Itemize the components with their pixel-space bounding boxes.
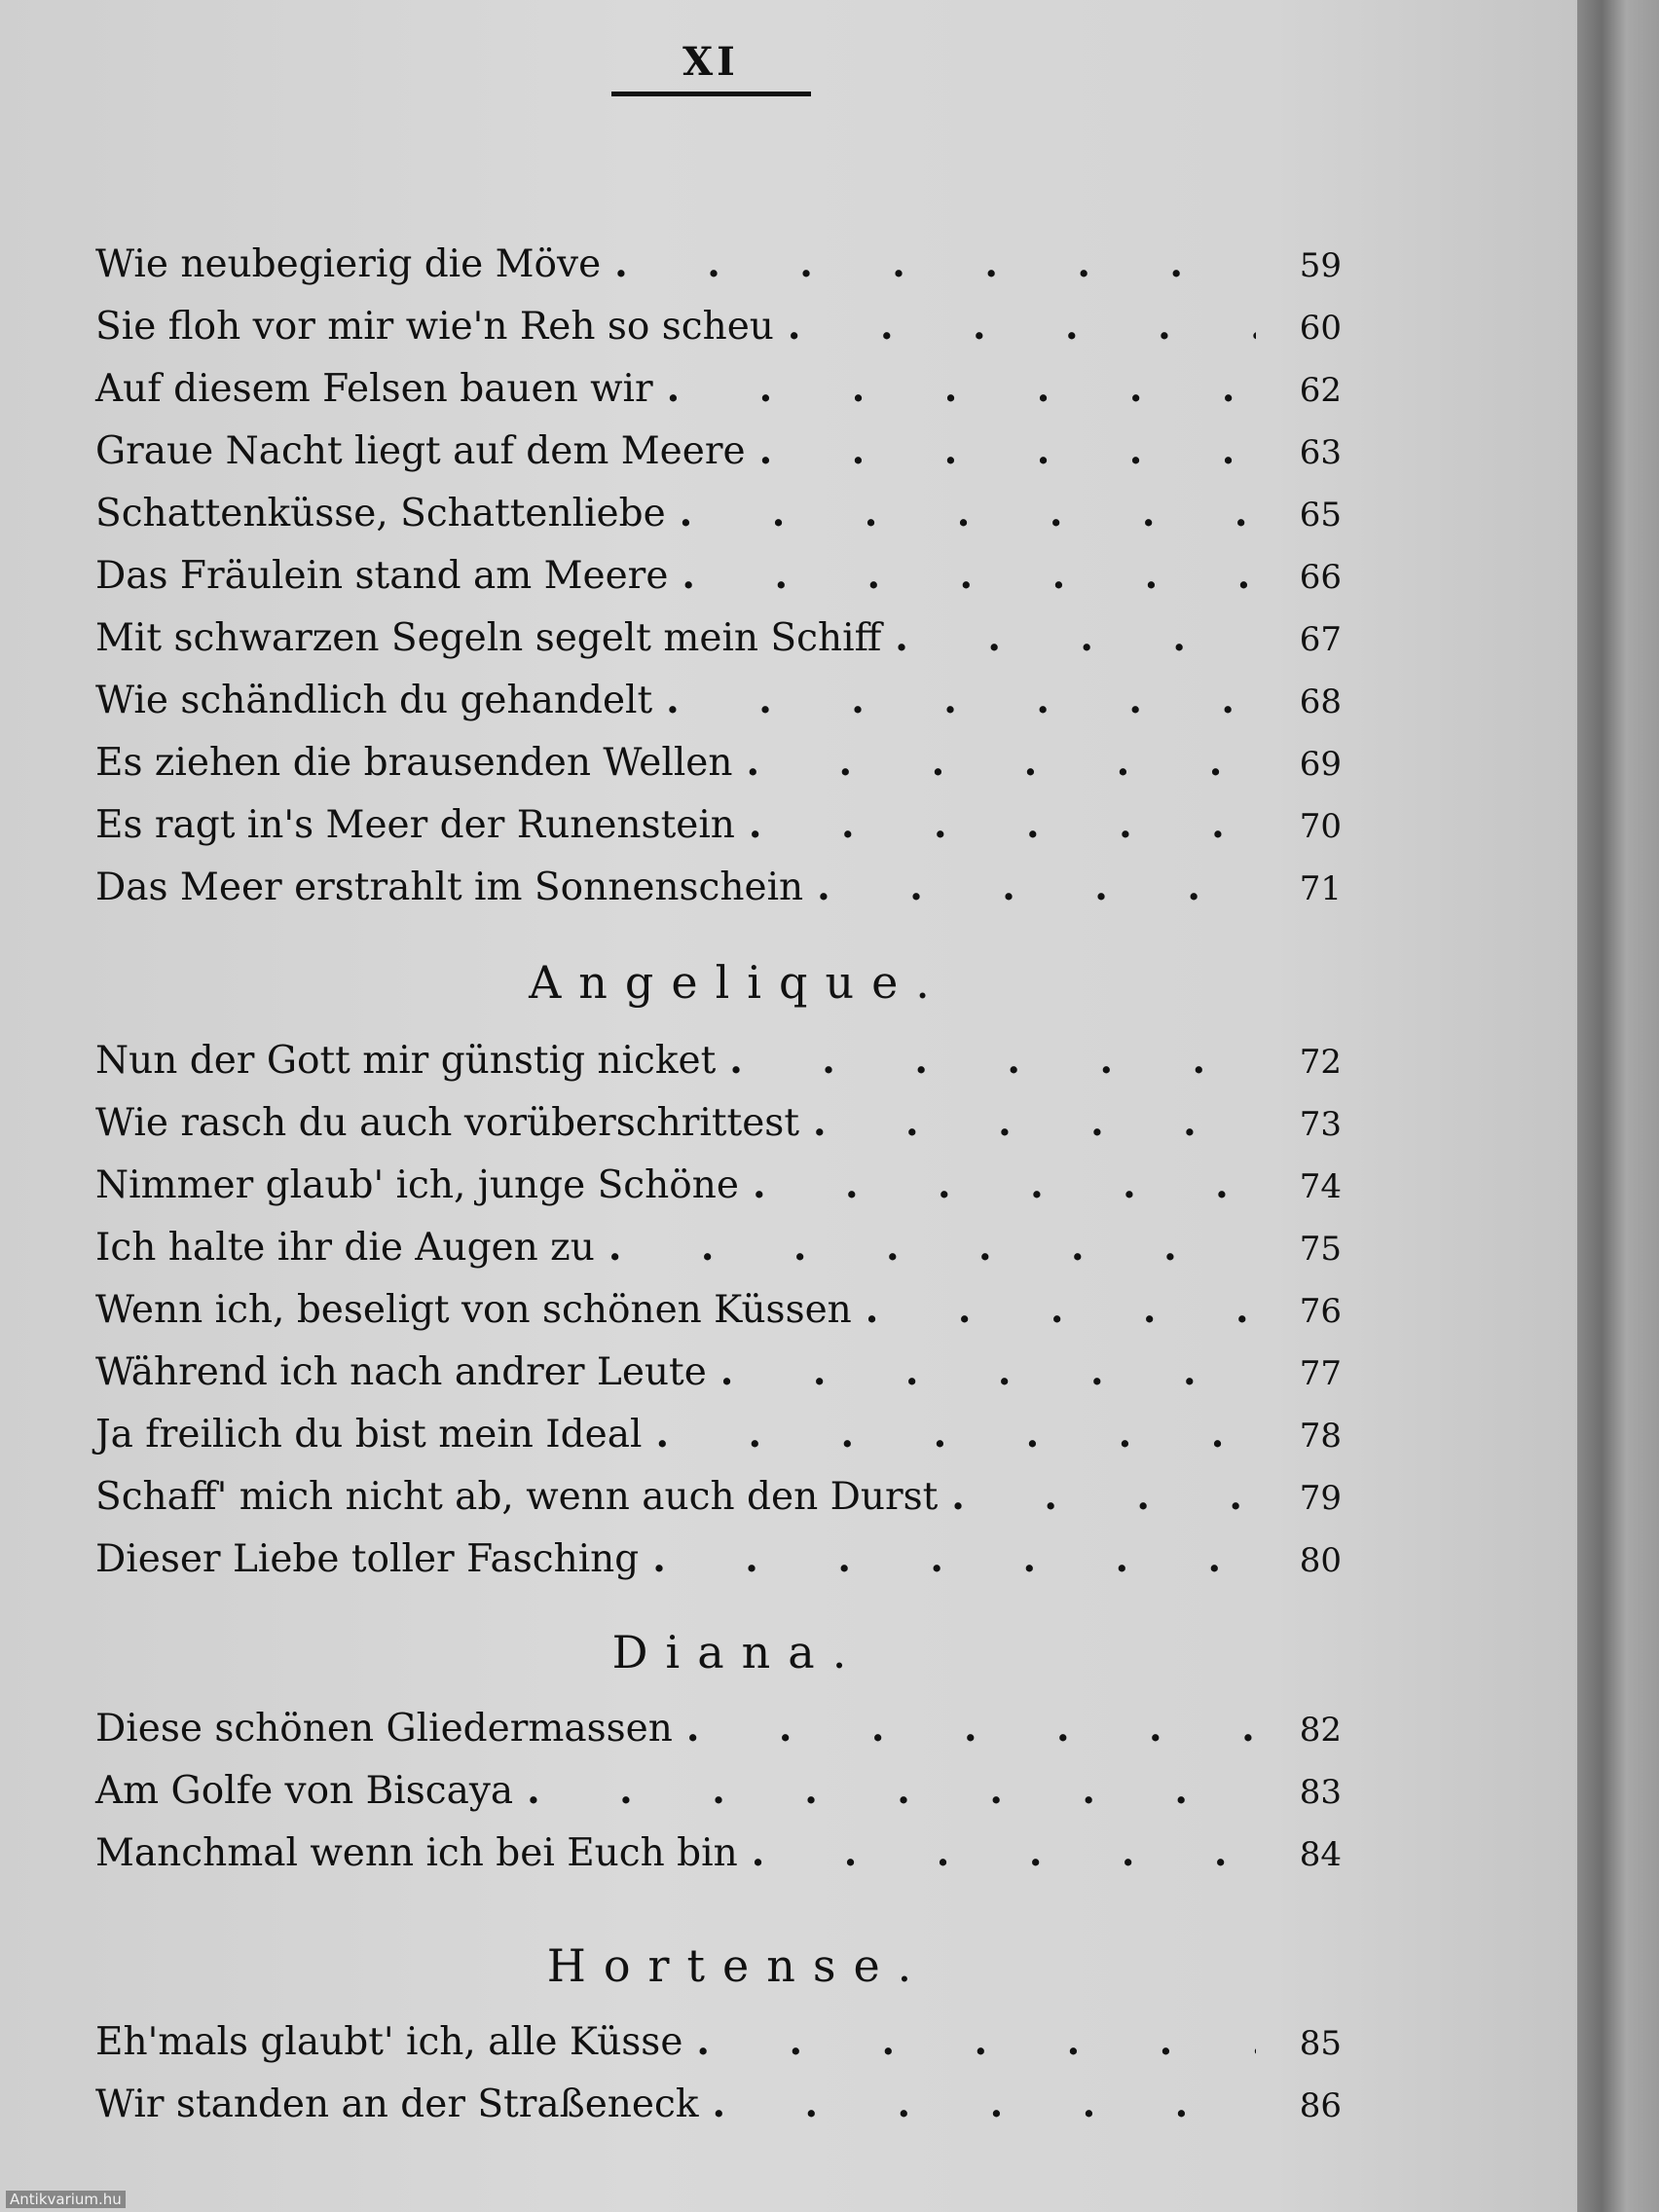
dot-leader — [951, 1474, 1256, 1519]
entry-page: 67 — [1299, 620, 1342, 659]
entry-page: 86 — [1299, 2086, 1342, 2125]
toc-entry — [95, 1038, 1342, 1100]
entry-title: Ja freilich du bist mein Ideal — [95, 1413, 643, 1456]
dot-leader — [895, 615, 1256, 660]
entry-page: 79 — [1299, 1479, 1342, 1518]
toc-entry — [95, 678, 1342, 740]
dot-leader — [752, 1830, 1256, 1875]
entry-page: 72 — [1299, 1043, 1342, 1082]
entry-page: 74 — [1299, 1167, 1342, 1206]
toc-entry — [95, 1768, 1342, 1830]
toc-entry — [95, 802, 1342, 865]
entry-title: Schaff' mich nicht ab, wenn auch den Durst — [95, 1475, 939, 1519]
entry-page: 69 — [1299, 745, 1342, 784]
dot-leader — [682, 553, 1256, 598]
entry-title: Während ich nach andrer Leute — [95, 1350, 707, 1394]
toc-entry — [95, 304, 1342, 366]
toc-entry — [95, 1100, 1342, 1162]
toc-entry — [95, 1349, 1342, 1412]
toc-entry — [95, 740, 1342, 802]
entry-page: 73 — [1299, 1105, 1342, 1144]
entry-title: Manchmal wenn ich bei Euch bin — [95, 1831, 738, 1875]
entry-page: 70 — [1299, 807, 1342, 846]
dot-leader — [686, 1706, 1256, 1751]
entry-title: Am Golfe von Biscaya — [95, 1769, 514, 1813]
toc-entry — [95, 1412, 1342, 1474]
entry-title: Diese schönen Gliedermassen — [95, 1707, 673, 1751]
entry-page: 83 — [1299, 1773, 1342, 1812]
section-heading: Angelique. — [529, 956, 947, 1009]
entry-title: Ich halte ihr die Augen zu — [95, 1226, 595, 1270]
table-of-contents — [95, 241, 1342, 2144]
entry-title: Nun der Gott mir günstig nicket — [95, 1039, 717, 1083]
dot-leader — [866, 1287, 1256, 1332]
entry-page: 84 — [1299, 1835, 1342, 1874]
entry-page: 76 — [1299, 1292, 1342, 1331]
entry-title: Graue Nacht liegt auf dem Meere — [95, 429, 746, 473]
dot-leader — [813, 1100, 1256, 1145]
dot-leader — [667, 366, 1256, 411]
toc-entry — [95, 1287, 1342, 1349]
toc-entry — [95, 615, 1342, 678]
entry-title: Wie rasch du auch vorüberschrittest — [95, 1101, 799, 1145]
entry-title: Dieser Liebe toller Fasching — [95, 1537, 640, 1581]
dot-leader — [696, 2019, 1256, 2064]
dot-leader — [655, 1412, 1256, 1456]
entry-page: 75 — [1299, 1230, 1342, 1269]
section-angelique — [95, 927, 1342, 1599]
toc-entry — [95, 1474, 1342, 1536]
page-number: XI — [682, 39, 739, 85]
entry-page: 78 — [1299, 1417, 1342, 1456]
entry-page: 82 — [1299, 1711, 1342, 1750]
entry-page: 63 — [1299, 433, 1342, 472]
dot-leader — [747, 740, 1257, 785]
dot-leader — [759, 428, 1256, 473]
entry-title: Wenn ich, beseligt von schönen Küssen — [95, 1288, 852, 1332]
entry-page: 65 — [1299, 496, 1342, 535]
entry-page: 85 — [1299, 2024, 1342, 2063]
toc-entry — [95, 1706, 1342, 1768]
entry-title: Auf diesem Felsen bauen wir — [95, 367, 653, 411]
entry-title: Es ziehen die brausenden Wellen — [95, 741, 733, 785]
toc-entry — [95, 1536, 1342, 1599]
dot-leader — [817, 865, 1256, 909]
entry-page: 80 — [1299, 1541, 1342, 1580]
dot-leader — [749, 802, 1256, 847]
dot-leader — [666, 678, 1256, 722]
section-untitled — [95, 241, 1342, 927]
dot-leader — [712, 2082, 1256, 2126]
entry-title: Wie schändlich du gehandelt — [95, 679, 653, 722]
toc-entry — [95, 366, 1342, 428]
header-rule — [611, 92, 811, 96]
toc-entry — [95, 2082, 1342, 2144]
dot-leader — [652, 1536, 1256, 1581]
toc-entry — [95, 491, 1342, 553]
section-heading: Hortense. — [546, 1939, 930, 1992]
toc-entry — [95, 1225, 1342, 1287]
dot-leader — [608, 1225, 1256, 1270]
toc-entry — [95, 241, 1342, 304]
toc-entry — [95, 1162, 1342, 1225]
entry-title: Schattenküsse, Schattenliebe — [95, 492, 666, 535]
entry-page: 59 — [1299, 246, 1342, 285]
entry-title: Es ragt in's Meer der Runenstein — [95, 803, 735, 847]
watermark: Antikvarium.hu — [6, 2191, 126, 2208]
entry-title: Sie floh vor mir wie'n Reh so scheu — [95, 305, 774, 349]
toc-entry — [95, 2019, 1342, 2082]
dot-leader — [729, 1038, 1256, 1083]
dot-leader — [527, 1768, 1256, 1813]
dot-leader — [788, 304, 1256, 349]
entry-title: Eh'mals glaubt' ich, alle Küsse — [95, 2020, 683, 2064]
entry-page: 71 — [1299, 869, 1342, 908]
toc-entry — [95, 1830, 1342, 1893]
entry-page: 66 — [1299, 558, 1342, 597]
entry-title: Wir standen an der Straßeneck — [95, 2083, 699, 2126]
entry-page: 68 — [1299, 682, 1342, 721]
dot-leader — [680, 491, 1256, 535]
section-hortense — [95, 1893, 1342, 2144]
toc-entry — [95, 553, 1342, 615]
entry-title: Das Meer erstrahlt im Sonnenschein — [95, 866, 804, 909]
page-edge — [1577, 0, 1659, 2212]
section-diana — [95, 1599, 1342, 1893]
entry-title: Wie neubegierig die Möve — [95, 242, 602, 286]
toc-entry — [95, 865, 1342, 927]
dot-leader — [720, 1349, 1256, 1394]
section-heading: Diana. — [611, 1626, 865, 1678]
entry-title: Das Fräulein stand am Meere — [95, 554, 669, 598]
dot-leader — [614, 241, 1256, 286]
dot-leader — [753, 1162, 1256, 1207]
entry-title: Nimmer glaub' ich, junge Schöne — [95, 1163, 739, 1207]
entry-title: Mit schwarzen Segeln segelt mein Schiff — [95, 616, 882, 660]
entry-page: 60 — [1299, 309, 1342, 348]
entry-page: 62 — [1299, 371, 1342, 410]
toc-entry — [95, 428, 1342, 491]
entry-page: 77 — [1299, 1354, 1342, 1393]
